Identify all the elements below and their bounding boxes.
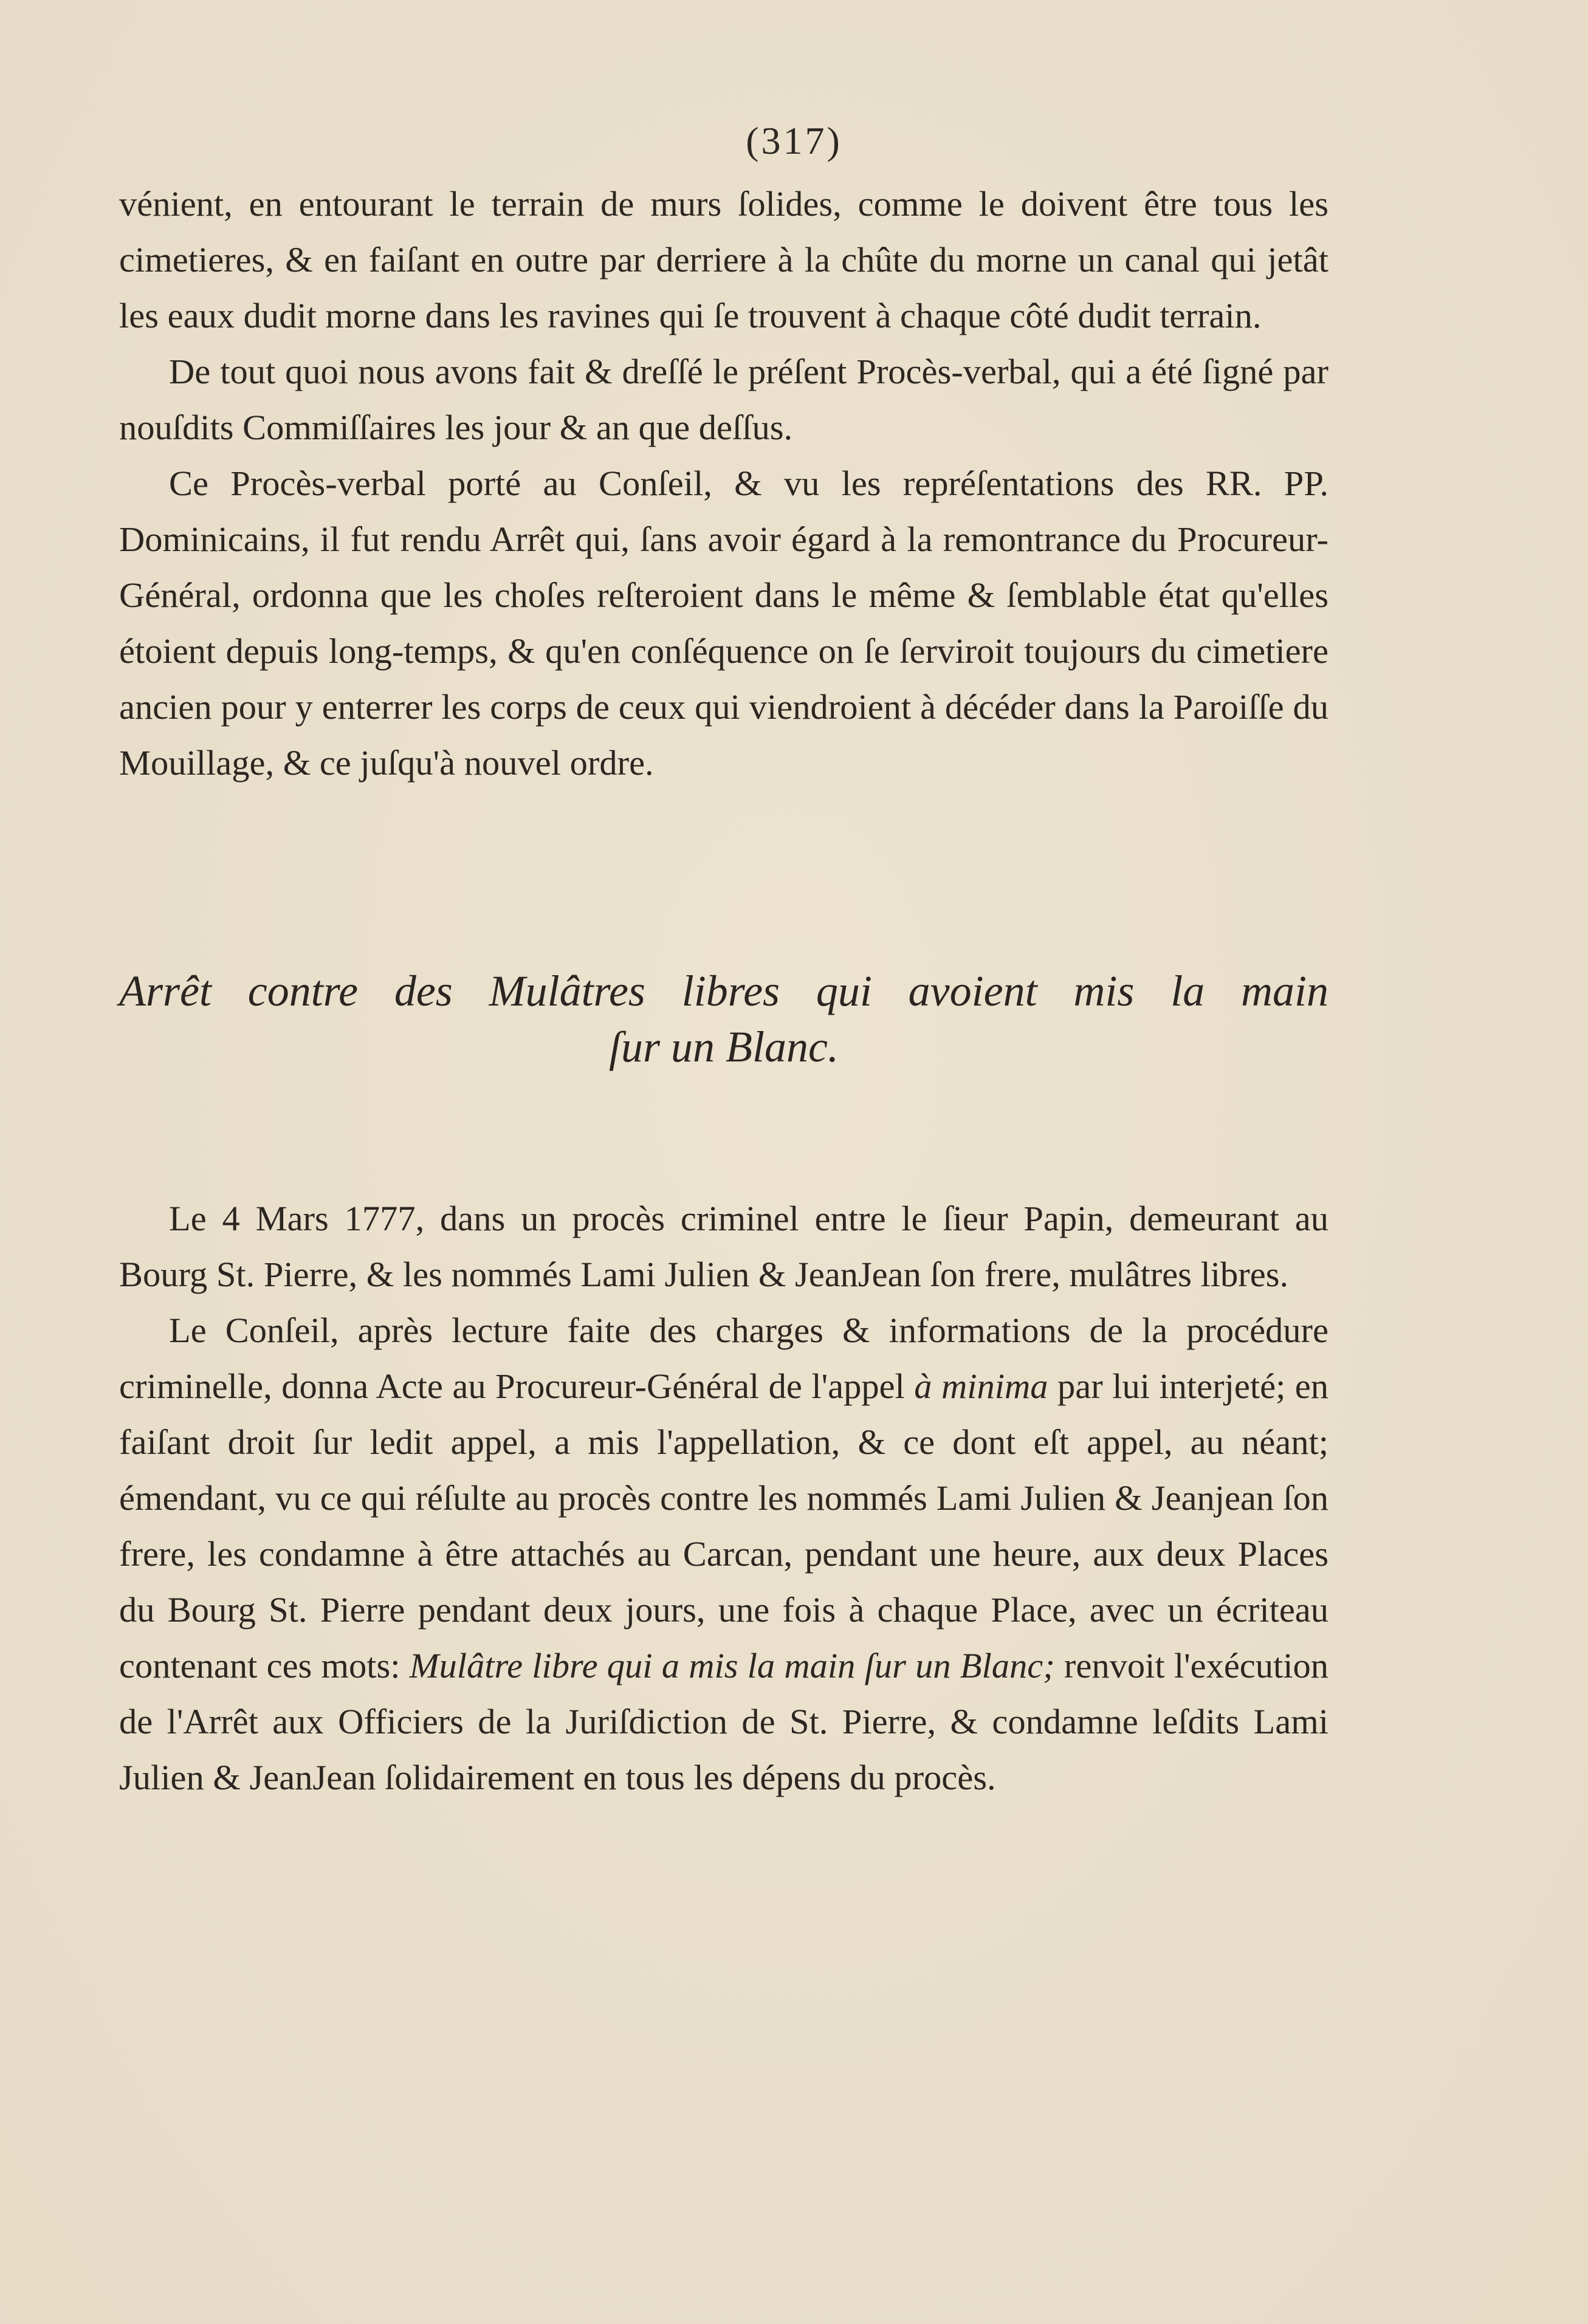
section-heading-line-1: Arrêt contre des Mulâtres libres qui avoient mis la main bbox=[119, 967, 1328, 1015]
paragraph-proces-verbal: De tout quoi nous avons fait & dreſſé le préſent Procès-verbal, qui a été ſigné par nouſdits Commiſſaires les jour & an que deſſus. bbox=[119, 352, 1328, 447]
paragraph-continuation: vénient, en entourant le terrain de murs ſolides, comme le doivent être tous les cimetieres, & en faiſant en outre par derriere à la chûte du morne un canal qui jetât les eaux dudit morne dans les ravines qui ſe trouvent à chaque côté dudit terrain. bbox=[119, 184, 1328, 335]
decision-text-middle: par lui interjeté; en faiſant droit ſur ledit appel, a mis l'appellation, & ce dont eſt appel, au néant; émendant, vu ce qui réſulte au procès contre les nommés Lami Julien & Jeanjean ſon frere, les condamne à être attachés au Carcan, pendant une heure, aux deux Places du Bourg St. Pierre pendant deux jours, une fois à chaque Place, avec un écriteau contenant ces mots: bbox=[119, 1366, 1329, 1685]
section-heading-line-2: ſur un Blanc. bbox=[609, 1023, 839, 1071]
main-text-block bbox=[119, 176, 1328, 791]
decision-text-start: Le Conſeil, après lecture faite des charges & informations de la procédure criminelle, donna Acte au Procureur-Général de l'appel bbox=[119, 1311, 1328, 1406]
decision-italic-a-minima: à minima bbox=[914, 1366, 1048, 1406]
section-heading bbox=[119, 963, 1328, 1075]
page-number: (317) bbox=[746, 119, 842, 162]
paragraph-proces-criminel: Le 4 Mars 1777, dans un procès criminel entre le ſieur Papin, demeurant au Bourg St. Pierre, & les nommés Lami Julien & JeanJean ſon frere, mulâtres libres. bbox=[119, 1199, 1328, 1294]
paragraph-conseil-decision bbox=[119, 1303, 1328, 1806]
decision-text-end: renvoit l'exécution de l'Arrêt aux Officiers de la Juriſdiction de St. Pierre, & condamne leſdits Lami Julien & JeanJean ſolidairement en tous les dépens du procès. bbox=[119, 1646, 1329, 1797]
paragraph-arret-conseil: Ce Procès-verbal porté au Conſeil, & vu les repréſentations des RR. PP. Dominicains, il fut rendu Arrêt qui, ſans avoir égard à la remontrance du Procureur-Général, ordonna que les choſes reſteroient dans le même & ſemblable état qu'elles étoient depuis long-temps, & qu'en conſéquence on ſe ſerviroit toujours du cimetiere ancien pour y enterrer les corps de ceux qui viendroient à décéder dans la Paroiſſe du Mouillage, & ce juſqu'à nouvel ordre. bbox=[119, 464, 1328, 783]
section-text-block bbox=[119, 1191, 1328, 1806]
decision-italic-ecriteau: Mulâtre libre qui a mis la main ſur un Blanc; bbox=[409, 1646, 1055, 1685]
